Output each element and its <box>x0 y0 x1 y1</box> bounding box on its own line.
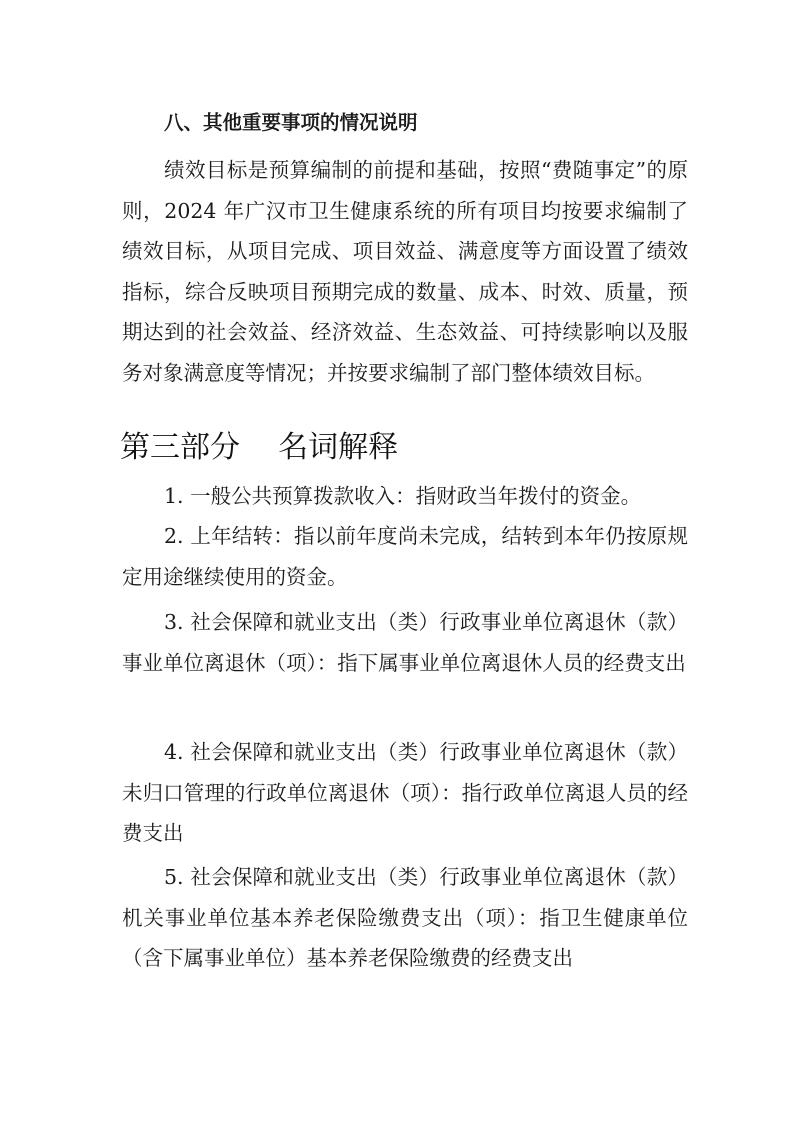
term-item-3: 3. 社会保障和就业支出（类）行政事业单位离退休（款）事业单位离退休（项）：指下属事业单位离退休人员的经费支出 <box>122 610 688 675</box>
section-eight-paragraph: 绩效目标是预算编制的前提和基础，按照“费随事定”的原则，2024 年广汉市卫生健康系统的所有项目均按要求编制了绩效目标，从项目完成、项目效益、满意度等方面设置了绩效指标，综合反映项目预期完成的数量、成本、时效、质量，预期达到的社会效益、经济效益、生态效益、可持续影响以及服务对象满意度等情况；并按要求编制了部门整体绩效目标。 <box>122 158 688 385</box>
term-item-5: 5. 社会保障和就业支出（类）行政事业单位离退休（款）机关事业单位基本养老保险缴费支出（项）：指卫生健康单位（含下属事业单位）基本养老保险缴费的经费支出 <box>122 865 688 970</box>
term-item-2: 2. 上年结转：指以前年度尚未完成，结转到本年仍按原规定用途继续使用的资金。 <box>122 524 688 589</box>
section-eight-heading: 八、其他重要事项的情况说明 <box>164 111 418 134</box>
part-three-heading: 第三部分 名词解释 <box>120 430 399 465</box>
term-item-1: 1. 一般公共预算拨款收入：指财政当年拨付的资金。 <box>164 484 642 508</box>
term-item-4: 4. 社会保障和就业支出（类）行政事业单位离退休（款）未归口管理的行政单位离退休（项）：指行政单位离退人员的经费支出 <box>122 740 688 845</box>
